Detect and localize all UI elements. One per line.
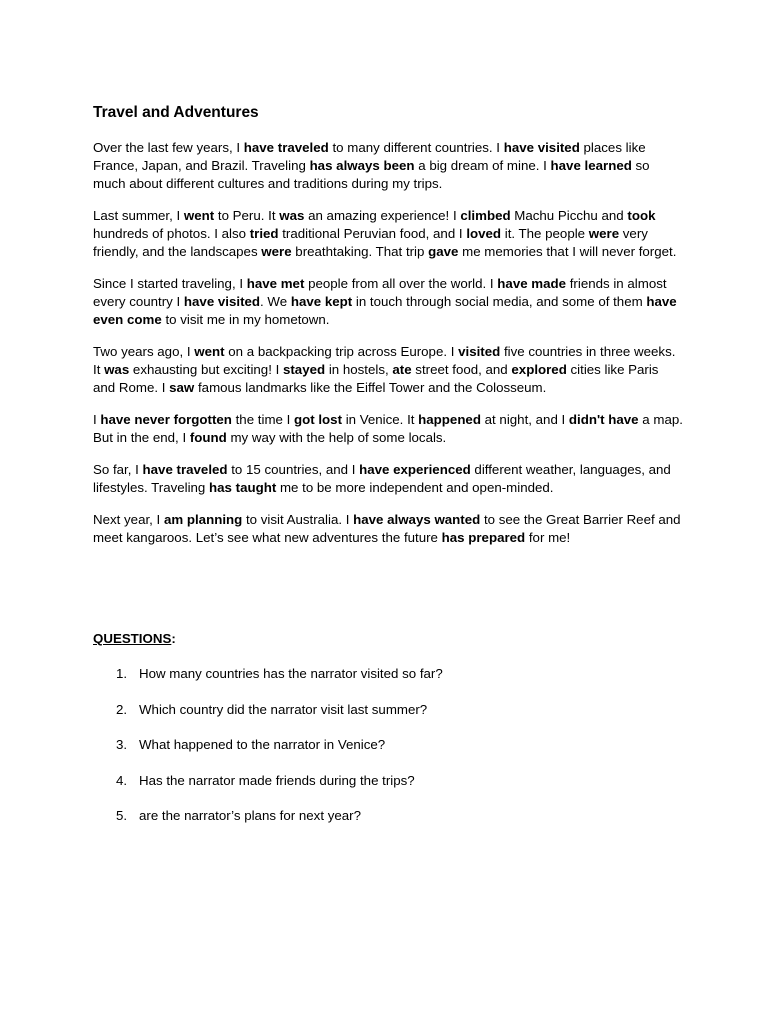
bold-verb: got lost <box>294 411 343 427</box>
question-text: are the narrator’s plans for next year? <box>139 808 361 823</box>
story-paragraph <box>93 461 683 497</box>
text-run: . We <box>260 293 291 309</box>
text-run: So far, I <box>93 462 143 478</box>
story-paragraph <box>93 411 683 447</box>
text-run: an amazing experience! I <box>304 207 461 223</box>
text-run: to many different countries. I <box>328 140 504 155</box>
bold-verb: found <box>189 429 227 445</box>
text-run: to visit Australia. I <box>242 512 354 528</box>
question-item <box>93 665 653 701</box>
text-run: me memories that I will never forget. <box>458 243 677 259</box>
text-run: different weather, languages, and lifestyles. Traveling <box>93 462 671 495</box>
bold-verb: ate <box>392 361 412 377</box>
bold-verb: gave <box>428 243 459 259</box>
bold-verb: went <box>183 207 215 223</box>
story-paragraph <box>93 275 683 328</box>
text-run: on a backpacking trip across Europe. I <box>224 343 459 359</box>
bold-verb: loved <box>466 225 502 241</box>
bold-verb: tried <box>249 225 279 241</box>
bold-verb: have kept <box>290 293 353 309</box>
question-number: 2. <box>116 701 128 717</box>
text-run: five countries in three weeks. It <box>93 343 676 377</box>
text-run: my way with the help of some locals. <box>226 429 447 445</box>
question-number: 5. <box>116 808 128 823</box>
bold-verb: have made <box>497 275 567 291</box>
text-run: Next year, I <box>93 512 164 528</box>
text-run: at night, and I <box>480 411 569 427</box>
bold-verb: have traveled <box>142 462 228 478</box>
questions-heading-text: QUESTIONS <box>93 631 172 646</box>
text-run: very friendly, and the landscapes <box>93 225 648 259</box>
text-run: Over the last few years, I <box>93 140 244 155</box>
question-item <box>93 772 653 808</box>
bold-verb: were <box>588 225 620 241</box>
questions-list <box>93 665 653 843</box>
bold-verb: were <box>261 243 292 259</box>
story-paragraph <box>93 511 683 547</box>
bold-verb: climbed <box>460 207 511 223</box>
question-text: What happened to the narrator in Venice? <box>139 737 386 752</box>
questions-heading-colon: : <box>171 631 176 646</box>
bold-verb: have even come <box>93 293 677 327</box>
bold-verb: visited <box>458 343 501 359</box>
bold-verb: have learned <box>550 157 632 173</box>
bold-verb: have always wanted <box>353 512 481 528</box>
bold-verb: has always been <box>309 157 415 173</box>
question-text: Which country did the narrator visit last summer? <box>139 701 428 717</box>
text-run: in Venice. It <box>342 411 419 427</box>
text-run: so much about different cultures and traditions during my trips. <box>93 157 650 191</box>
bold-verb: has prepared <box>441 530 526 546</box>
text-run: breathtaking. That trip <box>291 243 429 259</box>
text-run: exhausting but exciting! I <box>129 361 283 377</box>
text-run: it. The people <box>501 225 589 241</box>
text-run: to Peru. It <box>214 207 280 223</box>
text-run: a map. But in the end, I <box>93 411 683 445</box>
text-run: Two years ago, I <box>93 343 195 359</box>
bold-verb: has taught <box>209 479 277 495</box>
bold-verb: happened <box>418 411 481 427</box>
question-number: 3. <box>116 737 128 752</box>
text-run: for me! <box>525 530 571 546</box>
story-paragraph <box>93 139 683 192</box>
document-title: Travel and Adventures <box>93 104 259 121</box>
bold-verb: am planning <box>163 512 243 528</box>
bold-verb: have visited <box>183 293 261 309</box>
text-run: the time I <box>231 411 294 427</box>
text-run: in touch through social media, and some of them <box>352 293 647 309</box>
text-run: Since I started traveling, I <box>93 275 247 291</box>
bold-verb: have visited <box>503 140 580 155</box>
text-run: people from all over the world. I <box>304 275 498 291</box>
story-body <box>93 139 683 547</box>
bold-verb: have experienced <box>359 462 471 478</box>
story-paragraph <box>93 207 683 260</box>
text-run: me to be more independent and open-minded. <box>276 479 554 495</box>
text-run: cities like Paris and Rome. I <box>93 361 659 395</box>
bold-verb: have traveled <box>243 140 329 155</box>
text-run: a big dream of mine. I <box>414 157 551 173</box>
question-text: Has the narrator made friends during the trips? <box>139 772 415 788</box>
text-run: Machu Picchu and <box>510 207 628 223</box>
text-run: to 15 countries, and I <box>227 462 360 478</box>
bold-verb: didn't have <box>568 411 639 427</box>
document-page <box>93 103 683 823</box>
text-run: street food, and <box>411 361 512 377</box>
text-run: in hostels, <box>325 361 393 377</box>
text-run: to see the Great Barrier Reef and meet kangaroos. Let’s see what new adventures the future <box>93 512 681 546</box>
bold-verb: have never forgotten <box>100 411 232 427</box>
text-run: Last summer, I <box>93 207 184 223</box>
question-number: 1. <box>116 666 128 681</box>
text-run: famous landmarks like the Eiffel Tower and the Colosseum. <box>194 379 547 395</box>
bold-verb: saw <box>169 379 195 395</box>
bold-verb: stayed <box>282 361 326 377</box>
bold-verb: have met <box>246 275 305 291</box>
text-run: traditional Peruvian food, and I <box>278 225 467 241</box>
story-paragraph <box>93 343 683 396</box>
question-text: How many countries has the narrator visited so far? <box>139 666 443 681</box>
question-item <box>93 736 653 772</box>
text-run: I <box>93 411 101 427</box>
question-item <box>93 701 653 737</box>
text-run: to visit me in my hometown. <box>161 311 330 327</box>
question-item <box>93 807 653 843</box>
bold-verb: went <box>194 343 225 359</box>
question-number: 4. <box>116 772 128 788</box>
questions-heading <box>93 630 176 647</box>
bold-verb: took <box>627 207 656 223</box>
text-run: friends in almost every country I <box>93 275 667 309</box>
bold-verb: was <box>104 361 130 377</box>
bold-verb: was <box>279 207 305 223</box>
text-run: hundreds of photos. I also <box>93 225 250 241</box>
text-run: places like France, Japan, and Brazil. Traveling <box>93 140 646 173</box>
bold-verb: explored <box>511 361 567 377</box>
